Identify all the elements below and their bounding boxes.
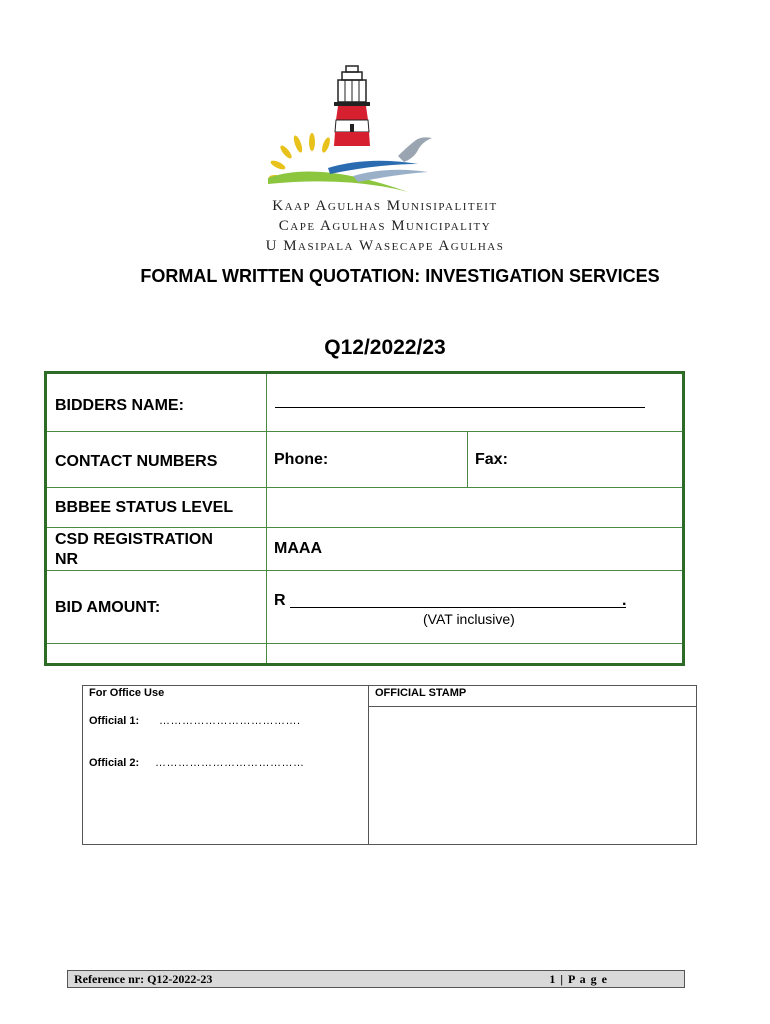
bid-amount-field[interactable] (290, 607, 626, 608)
office-use-heading: For Office Use (89, 687, 165, 699)
page-number: 1 | P a g e (549, 972, 608, 986)
municipality-logo (258, 60, 448, 200)
bidders-name-field[interactable] (275, 407, 645, 408)
office-use-table (82, 685, 697, 845)
row-divider (47, 527, 682, 528)
document-title: FORMAL WRITTEN QUOTATION: INVESTIGATION SERVICES (140, 266, 660, 286)
official-2-signature-line[interactable]: ………………………………… (155, 757, 305, 769)
vat-note: (VAT inclusive) (423, 611, 515, 627)
bbbee-status-field[interactable] (267, 488, 681, 526)
fax-field[interactable]: Fax: (475, 451, 508, 468)
bidders-name-label: BIDDERS NAME: (55, 397, 184, 414)
row-divider (47, 570, 682, 571)
csd-registration-value[interactable]: MAAA (274, 540, 322, 557)
official-1-signature-line[interactable]: ………………………………. (159, 715, 301, 727)
stamp-header-divider (368, 706, 696, 707)
row-divider (47, 431, 682, 432)
official-1-label: Official 1: (89, 715, 140, 727)
lighthouse-icon (334, 66, 370, 146)
bid-amount-label: BID AMOUNT: (55, 599, 161, 616)
footer-reference: Reference nr: Q12-2022-23 (74, 972, 213, 986)
official-2-label: Official 2: (89, 757, 140, 769)
contact-numbers-label: CONTACT NUMBERS (55, 453, 218, 470)
amount-terminator: . (622, 592, 627, 609)
currency-symbol: R (274, 592, 286, 609)
bid-form-table (44, 371, 685, 666)
row-divider (47, 643, 682, 644)
official-stamp-heading: OFFICIAL STAMP (375, 687, 467, 699)
quotation-number: Q12/2022/23 (324, 336, 446, 359)
municipality-name-english: Cape Agulhas Municipality (278, 218, 492, 234)
phone-fax-divider (467, 431, 468, 487)
municipality-name-afrikaans: Kaap Agulhas Munisipaliteit (272, 198, 498, 214)
bbbee-status-label: BBBEE STATUS LEVEL (55, 499, 234, 516)
municipality-name-xhosa: U Masipala Wasecape Agulhas (265, 238, 505, 254)
phone-field[interactable]: Phone: (274, 451, 329, 468)
wave-shape-light (353, 170, 428, 182)
page-footer (67, 970, 685, 988)
whale-tail-icon (398, 137, 432, 162)
column-divider (368, 686, 369, 844)
csd-registration-label: CSD REGISTRATION NR (55, 531, 213, 568)
